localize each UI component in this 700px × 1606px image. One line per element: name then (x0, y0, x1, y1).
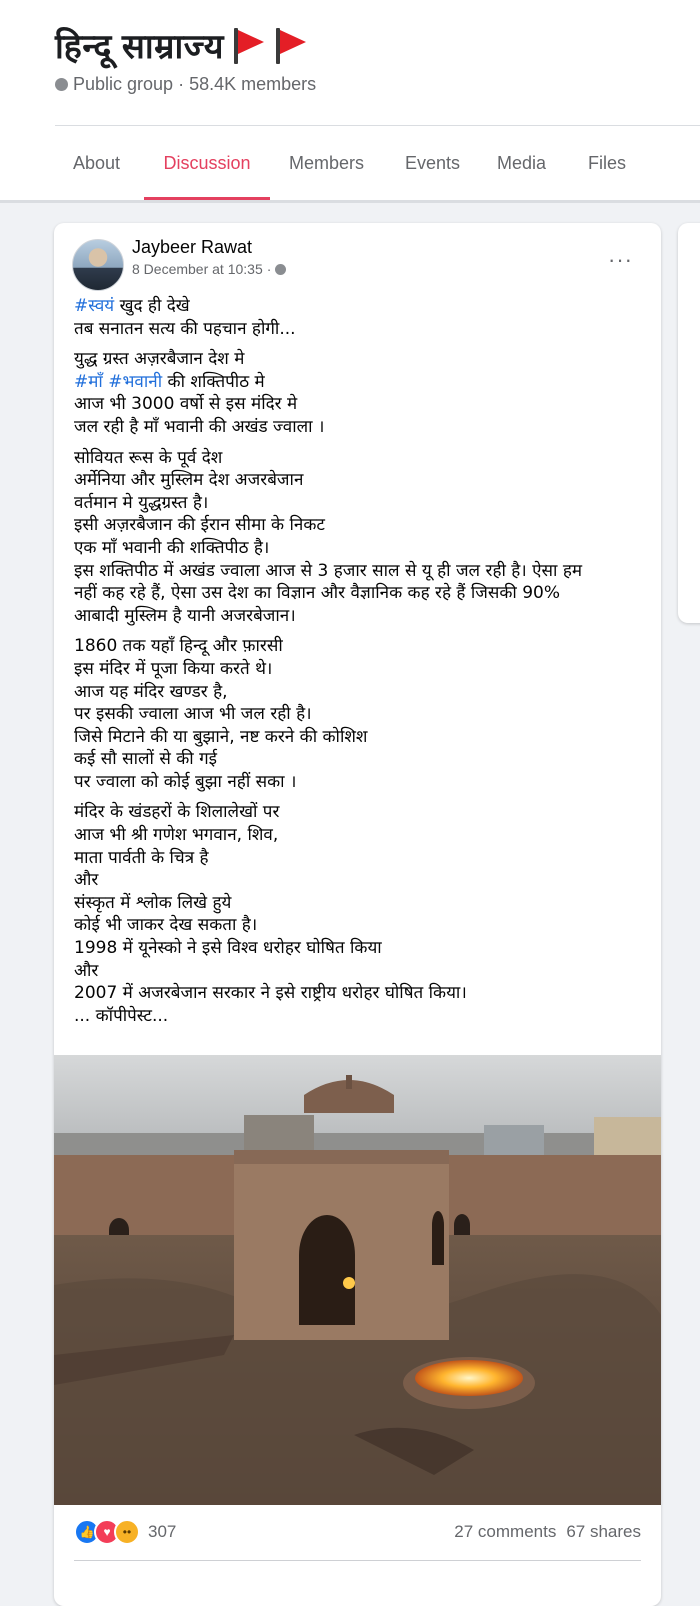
post-line: वर्तमान मे युद्धग्रस्त है। (74, 492, 209, 513)
post-line (74, 295, 654, 318)
post-line: और (74, 870, 99, 891)
post-line: युद्ध ग्रस्त अज़रबैजान देश मे (74, 349, 245, 370)
post-stats (454, 1522, 641, 1542)
tab-media[interactable]: Media (497, 153, 547, 173)
post-line: अर्मेनिया और मुस्लिम देश अजरबेजान (74, 470, 304, 491)
temple-ruins-image (54, 1055, 661, 1505)
group-privacy: Public group (73, 74, 174, 94)
action-divider (74, 1560, 641, 1561)
post-line: संस्कृत में श्लोक लिखे हुये (74, 892, 232, 913)
tabs-divider (0, 200, 700, 203)
meta-separator: · (178, 74, 185, 94)
hashtag-link[interactable]: #स्वयं (74, 296, 115, 316)
post-line: आज भी श्री गणेश भगवान, शिव, (74, 825, 279, 846)
group-title[interactable] (55, 22, 308, 68)
post-line: इस शक्तिपीठ में अखंड ज्वाला आज से 3 हजार साल से यू ही जल रही है। ऐसा हम (74, 560, 583, 581)
post-line: जल रही है माँ भवानी की अखंड ज्वाला । (74, 416, 325, 437)
reaction-summary[interactable] (74, 1519, 176, 1545)
post-line: जिसे मिटाने की या बुझाने, नष्ट करने की कोशिश (74, 726, 368, 747)
wow-reaction-icon: •• (114, 1519, 140, 1545)
flag-emoji-icon (272, 26, 308, 64)
post-paragraph (74, 635, 654, 793)
post-line: 1860 तक यहाँ हिन्दू और फ़ारसी (74, 636, 283, 657)
post-line: कोई भी जाकर देख सकता है। (74, 915, 258, 936)
avatar[interactable] (72, 239, 124, 291)
post-author[interactable]: Jaybeer Rawat (132, 237, 253, 257)
more-options-icon[interactable]: ··· (608, 247, 633, 272)
post-line: इस मंदिर में पूजा किया करते थे। (74, 658, 273, 679)
side-panel-card (678, 223, 700, 623)
post-paragraph (74, 447, 654, 628)
post-paragraph (74, 801, 654, 1027)
tab-members[interactable]: Members (289, 153, 365, 173)
post-line: नहीं कह रहे हैं, ऐसा उस देश का विज्ञान और वैज्ञानिक कह रहे हैं जिसकी 90% (74, 583, 560, 604)
comments-count[interactable]: 27 comments (454, 1522, 557, 1541)
post-line: 1998 में यूनेस्को ने इसे विश्व धरोहर घोषित किया (74, 938, 382, 959)
post-line: आज भी 3000 वर्षो से इस मंदिर मे (74, 394, 298, 415)
post-photo[interactable] (54, 1055, 661, 1505)
love-reaction-icon: ♥ (94, 1519, 120, 1545)
post-line: आज यह मंदिर खण्डर है, (74, 681, 228, 702)
tab-discussion[interactable]: Discussion (144, 126, 270, 200)
post-line: और (74, 960, 99, 981)
globe-icon (275, 264, 286, 275)
post-line: इसी अज़रबैजान की ईरान सीमा के निकट (74, 515, 325, 536)
post-line: पर ज्वाला को कोई बुझा नहीं सका । (74, 771, 297, 792)
group-tabs (55, 126, 700, 200)
post-card (54, 223, 661, 1606)
hashtag-link[interactable]: #माँ (74, 371, 103, 392)
hashtag-link[interactable]: #भवानी (108, 371, 163, 392)
post-time-text[interactable]: 8 December at 10:35 (132, 261, 263, 277)
group-member-count[interactable]: 58.4K members (189, 74, 317, 94)
post-line: मंदिर के खंडहरों के शिलालेखों पर (74, 802, 280, 823)
post-paragraph (74, 348, 654, 438)
post-line: पर इसकी ज्वाला आज भी जल रही है। (74, 704, 312, 725)
post-line (74, 371, 654, 394)
post-timestamp[interactable] (132, 261, 286, 277)
tab-about[interactable]: About (73, 153, 121, 173)
post-line-text: की शक्तिपीठ मे (162, 371, 265, 392)
post-paragraph (74, 295, 654, 340)
post-line: कई सौ सालों से की गई (74, 749, 218, 770)
reaction-count[interactable]: 307 (148, 1522, 177, 1541)
globe-icon (55, 78, 68, 91)
post-line: ... कॉपीपेस्ट... (74, 1005, 169, 1026)
tab-events[interactable]: Events (405, 153, 461, 173)
group-meta (55, 74, 316, 95)
shares-count[interactable]: 67 shares (566, 1522, 641, 1541)
post-line-text: खुद ही देखे (114, 296, 190, 316)
post-text (74, 295, 654, 1035)
post-line: आबादी मुस्लिम है यानी अजरबेजान। (74, 605, 296, 626)
post-line: माता पार्वती के चित्र है (74, 847, 209, 868)
flag-emoji-icon (230, 26, 266, 64)
post-line: एक माँ भवानी की शक्तिपीठ है। (74, 537, 270, 558)
time-separator: · (266, 261, 272, 277)
post-line: सोवियत रूस के पूर्व देश (74, 447, 223, 468)
group-name[interactable]: हिन्दू साम्राज्य (55, 28, 224, 66)
post-line: तब सनातन सत्य की पहचान होगी... (74, 318, 296, 339)
like-reaction-icon: 👍 (74, 1519, 100, 1545)
tab-files[interactable]: Files (588, 153, 627, 173)
post-line: 2007 में अजरबेजान सरकार ने इसे राष्ट्रीय धरोहर घोषित किया। (74, 983, 467, 1004)
